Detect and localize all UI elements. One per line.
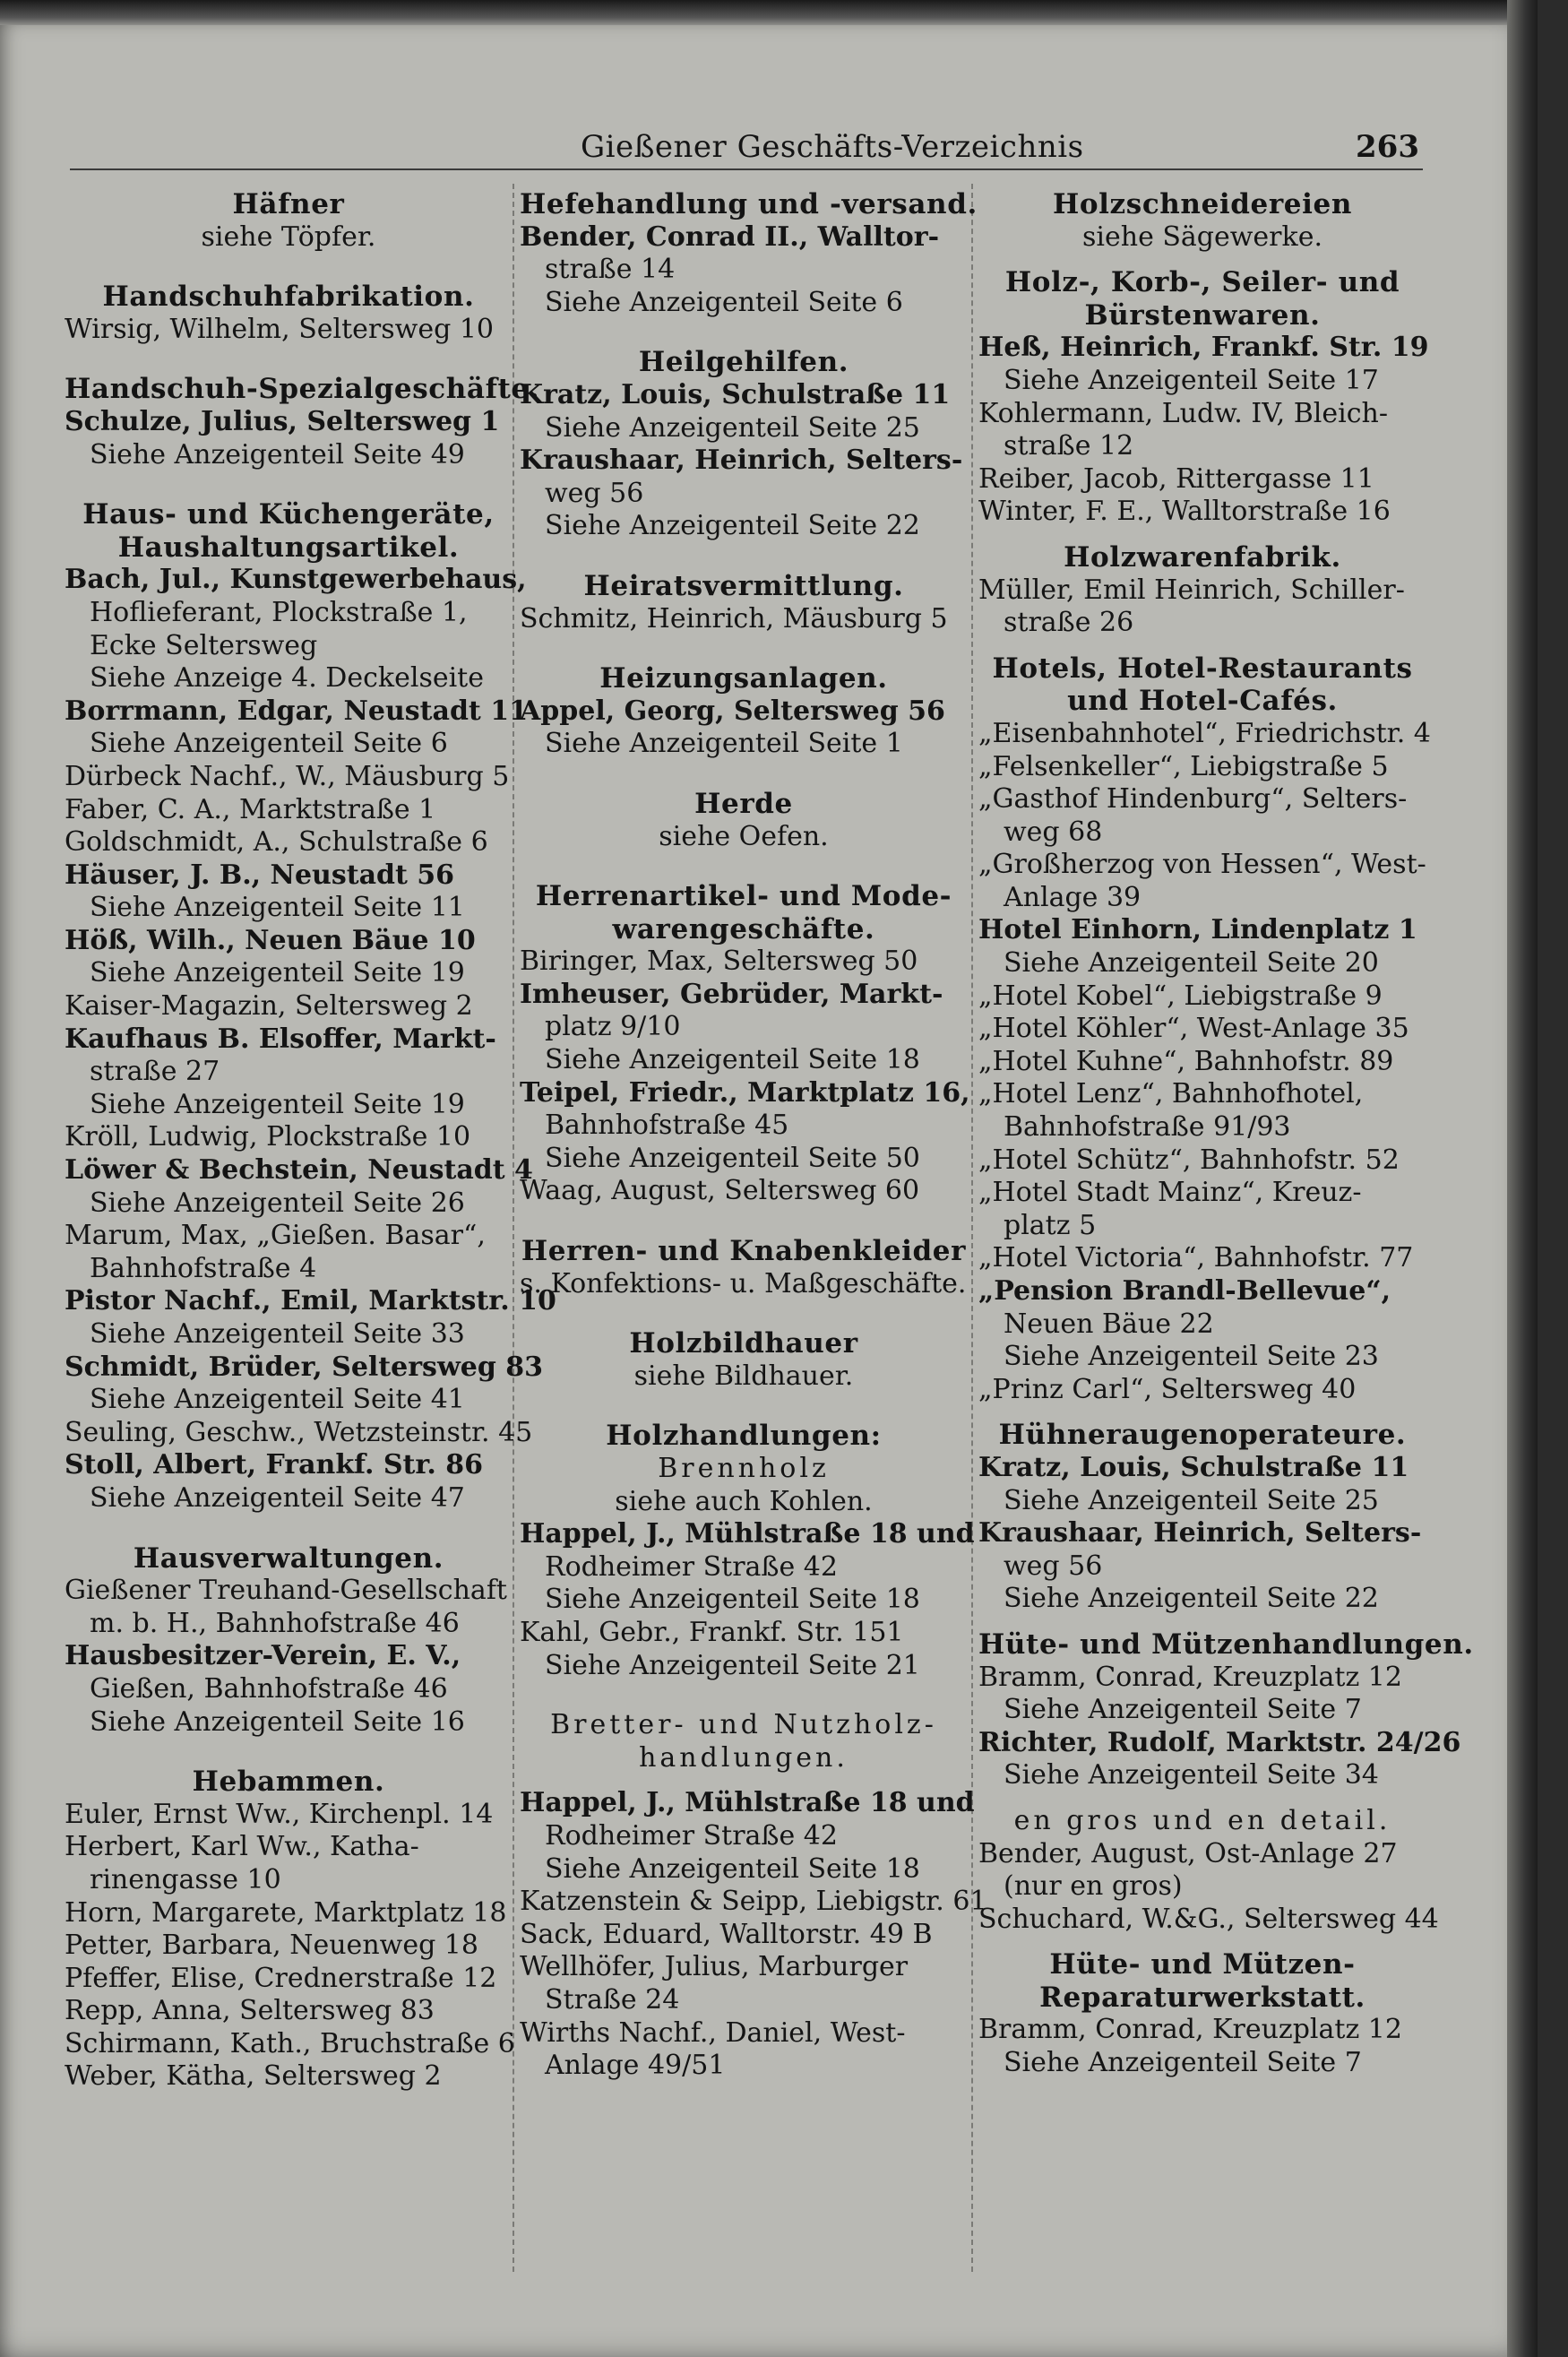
directory-entry: Happel, J., Mühlstraße 18 und: [520, 1518, 975, 1550]
entry-continuation: (nur en gros): [1004, 1870, 1183, 1903]
category-heading: Holzwarenfabrik.: [1064, 540, 1341, 574]
directory-entry: Kratz, Louis, Schulstraße 11: [978, 1451, 1409, 1483]
ad-reference: Siehe Anzeigenteil Seite 11: [90, 892, 465, 924]
entry-continuation: Ecke Seltersweg: [90, 629, 318, 661]
ad-reference: Siehe Anzeigenteil Seite 34: [1004, 1759, 1379, 1791]
directory-entry: Kratz, Louis, Schulstraße 11: [520, 378, 951, 410]
directory-entry: Pistor Nachf., Emil, Marktstr. 10: [65, 1285, 556, 1317]
directory-entry: „Hotel Schütz“, Bahnhofstr. 52: [978, 1144, 1400, 1176]
category-heading: Hühneraugenoperateure.: [998, 1419, 1407, 1452]
directory-entry: Kaiser-Magazin, Seltersweg 2: [65, 990, 473, 1023]
entry-continuation: Rodheimer Straße 42: [545, 1819, 838, 1852]
directory-entry: Wirths Nachf., Daniel, West-: [520, 2016, 906, 2049]
directory-entry: „Hotel Stadt Mainz“, Kreuz-: [978, 1177, 1362, 1209]
cross-reference: siehe Töpfer.: [201, 220, 376, 253]
directory-entry: Petter, Barbara, Neuenweg 18: [65, 1930, 478, 1962]
ad-reference: Siehe Anzeigenteil Seite 17: [1004, 364, 1379, 396]
column-divider-1: [513, 184, 515, 2272]
directory-entry: Müller, Emil Heinrich, Schiller-: [978, 574, 1405, 606]
directory-column-3: [978, 188, 1474, 2080]
directory-entry: „Felsenkeller“, Liebigstraße 5: [978, 750, 1389, 782]
entry-continuation: Straße 24: [545, 1983, 680, 2016]
directory-entry: „Großherzog von Hessen“, West-: [978, 849, 1426, 881]
directory-entry: Schmidt, Brüder, Seltersweg 83: [65, 1351, 544, 1383]
directory-entry: Repp, Anna, Seltersweg 83: [65, 1995, 435, 2027]
directory-entry: Happel, J., Mühlstraße 18 und: [520, 1787, 975, 1819]
directory-entry: Gießener Treuhand-Gesellschaft: [65, 1575, 507, 1607]
directory-entry: „Gasthof Hindenburg“, Selters-: [978, 783, 1408, 816]
category-heading: Hotels, Hotel-Restaurants: [992, 652, 1413, 685]
directory-entry: Goldschmidt, A., Schulstraße 6: [65, 826, 488, 859]
category-heading: Bürstenwaren.: [1084, 298, 1321, 332]
cross-reference: s. Konfektions- u. Maßgeschäfte.: [520, 1267, 967, 1299]
directory-entry: Höß, Wilh., Neuen Bäue 10: [65, 924, 476, 956]
entry-continuation: Gießen, Bahnhofstraße 46: [90, 1672, 448, 1705]
running-title: Gießener Geschäfts-Verzeichnis: [581, 129, 1084, 165]
category-heading: Haus- und Küchengeräte,: [82, 498, 495, 531]
ad-reference: Siehe Anzeigenteil Seite 22: [545, 510, 920, 542]
ad-reference: Siehe Anzeigenteil Seite 25: [545, 411, 920, 444]
directory-entry: Waag, August, Seltersweg 60: [520, 1175, 920, 1207]
category-heading: warengeschäfte.: [612, 912, 875, 945]
category-heading: Holzhandlungen:: [606, 1420, 882, 1453]
subcategory-heading: en gros und en detail.: [1013, 1804, 1391, 1836]
book-spine-edge: [1507, 0, 1538, 2357]
cross-reference: siehe Oefen.: [659, 820, 829, 852]
cross-reference: siehe auch Kohlen.: [615, 1485, 873, 1517]
entry-continuation: straße 14: [545, 254, 676, 286]
directory-entry: Löwer & Bechstein, Neustadt 4: [65, 1154, 533, 1187]
directory-entry: Schmitz, Heinrich, Mäusburg 5: [520, 602, 948, 635]
directory-entry: Herbert, Karl Ww., Katha-: [65, 1831, 419, 1863]
ad-reference: Siehe Anzeigenteil Seite 41: [90, 1384, 465, 1416]
ad-reference: Siehe Anzeigenteil Seite 47: [90, 1481, 465, 1514]
directory-entry: Sack, Eduard, Walltorstr. 49 B: [520, 1918, 933, 1950]
page-number: 263: [1356, 129, 1419, 165]
cross-reference: siehe Bildhauer.: [633, 1360, 854, 1392]
entry-continuation: Anlage 39: [1004, 881, 1142, 913]
directory-entry: Pfeffer, Elise, Crednerstraße 12: [65, 1962, 497, 1994]
ad-reference: Siehe Anzeigenteil Seite 19: [90, 957, 465, 989]
entry-continuation: weg 56: [545, 477, 644, 509]
category-heading: Haushaltungsartikel.: [117, 531, 460, 564]
directory-entry: Hausbesitzer-Verein, E. V.,: [65, 1640, 461, 1672]
directory-entry: Borrmann, Edgar, Neustadt 11: [65, 695, 528, 727]
directory-entry: Bach, Jul., Kunstgewerbehaus,: [65, 564, 527, 596]
directory-entry: Horn, Margarete, Marktplatz 18: [65, 1896, 507, 1929]
ad-reference: Siehe Anzeigenteil Seite 33: [90, 1318, 465, 1350]
directory-entry: Häuser, J. B., Neustadt 56: [65, 859, 455, 891]
entry-continuation: Bahnhofstraße 91/93: [1004, 1111, 1291, 1144]
category-heading: Hüte- und Mützenhandlungen.: [978, 1627, 1474, 1661]
category-heading: Herren- und Knabenkleider: [521, 1235, 967, 1268]
entry-continuation: weg 56: [1004, 1550, 1103, 1582]
directory-entry: „Hotel Kuhne“, Bahnhofstr. 89: [978, 1045, 1394, 1077]
category-heading: Handschuh-Spezialgeschäfte.: [65, 373, 540, 406]
subcategory-heading: Brennholz: [658, 1453, 830, 1484]
column-divider-2: [971, 184, 974, 2272]
entry-continuation: m. b. H., Bahnhofstraße 46: [90, 1607, 460, 1639]
directory-entry: Bramm, Conrad, Kreuzplatz 12: [978, 1661, 1402, 1693]
directory-entry: Bender, Conrad II., Walltor-: [520, 220, 940, 253]
ad-reference: Siehe Anzeigenteil Seite 18: [545, 1044, 920, 1076]
ad-reference: Siehe Anzeigenteil Seite 6: [90, 728, 448, 760]
directory-entry: Winter, F. E., Walltorstraße 16: [978, 496, 1391, 528]
entry-continuation: platz 9/10: [545, 1011, 681, 1043]
ad-reference: Siehe Anzeigenteil Seite 7: [1004, 1694, 1362, 1726]
directory-entry: Seuling, Geschw., Wetzsteinstr. 45: [65, 1416, 533, 1448]
category-heading: Hefehandlung und -versand.: [520, 188, 978, 220]
category-heading: Holz-, Korb-, Seiler- und: [1004, 266, 1400, 299]
entry-continuation: straße 12: [1004, 430, 1134, 462]
ad-reference: Siehe Anzeigenteil Seite 1: [545, 728, 903, 760]
category-heading: Holzbildhauer: [629, 1327, 858, 1360]
directory-entry: Teipel, Friedr., Marktplatz 16,: [520, 1076, 970, 1109]
directory-entry: „Prinz Carl“, Seltersweg 40: [978, 1373, 1357, 1405]
category-heading: Heizungsanlagen.: [599, 662, 888, 695]
category-heading: Reparaturwerkstatt.: [1039, 1981, 1366, 2014]
directory-entry: Hotel Einhorn, Lindenplatz 1: [978, 914, 1417, 946]
directory-entry: Kraushaar, Heinrich, Selters-: [520, 445, 963, 477]
category-heading: Hebammen.: [192, 1766, 385, 1799]
directory-entry: Wirsig, Wilhelm, Seltersweg 10: [65, 313, 494, 345]
ad-reference: Siehe Anzeigenteil Seite 6: [545, 286, 903, 318]
category-heading: Häfner: [232, 188, 345, 220]
directory-entry: Dürbeck Nachf., W., Mäusburg 5: [65, 760, 510, 792]
entry-continuation: Rodheimer Straße 42: [545, 1550, 838, 1583]
directory-entry: Bramm, Conrad, Kreuzplatz 12: [978, 2014, 1402, 2046]
entry-continuation: straße 27: [90, 1056, 220, 1088]
ad-reference: Siehe Anzeigenteil Seite 26: [90, 1187, 465, 1219]
directory-entry: Katzenstein & Seipp, Liebigstr. 61: [520, 1886, 987, 1918]
entry-continuation: Bahnhofstraße 4: [90, 1252, 317, 1284]
entry-continuation: Bahnhofstraße 45: [545, 1109, 789, 1142]
directory-entry: Kröll, Ludwig, Plockstraße 10: [65, 1121, 471, 1153]
ad-reference: Siehe Anzeigenteil Seite 21: [545, 1649, 920, 1681]
entry-continuation: Hoflieferant, Plockstraße 1,: [90, 596, 468, 628]
subcategory-heading: handlungen.: [639, 1741, 849, 1774]
directory-entry: „Hotel Kobel“, Liebigstraße 9: [978, 980, 1383, 1012]
ad-reference: Siehe Anzeigenteil Seite 18: [545, 1852, 920, 1885]
ad-reference: Siehe Anzeigenteil Seite 18: [545, 1584, 920, 1616]
cross-reference: siehe Sägewerke.: [1082, 220, 1322, 253]
directory-entry: Appel, Georg, Seltersweg 56: [520, 695, 945, 727]
category-heading: Herrenartikel- und Mode-: [535, 880, 952, 913]
ad-reference: Siehe Anzeigenteil Seite 50: [545, 1142, 920, 1174]
entry-continuation: rinengasse 10: [90, 1863, 281, 1895]
directory-entry: Schulze, Julius, Seltersweg 1: [65, 405, 500, 437]
directory-entry: Reiber, Jacob, Rittergasse 11: [978, 462, 1374, 495]
category-heading: Heilgehilfen.: [638, 346, 849, 379]
directory-entry: „Hotel Köhler“, West-Anlage 35: [978, 1013, 1409, 1045]
directory-entry: Biringer, Max, Seltersweg 50: [520, 945, 918, 978]
ad-reference: Siehe Anzeige 4. Deckelseite: [90, 662, 484, 695]
directory-entry: Marum, Max, „Gießen. Basar“,: [65, 1220, 486, 1252]
directory-entry: Schuchard, W.&G., Seltersweg 44: [978, 1903, 1439, 1935]
directory-entry: „Hotel Lenz“, Bahnhofhotel,: [978, 1078, 1364, 1110]
directory-entry: Kohlermann, Ludw. IV, Bleich-: [978, 397, 1388, 429]
directory-entry: „Eisenbahnhotel“, Friedrichstr. 4: [978, 717, 1431, 749]
directory-entry: Bender, August, Ost-Anlage 27: [978, 1837, 1398, 1869]
category-heading: Holzschneidereien: [1053, 188, 1352, 220]
directory-entry: Stoll, Albert, Frankf. Str. 86: [65, 1449, 484, 1481]
entry-continuation: weg 68: [1004, 816, 1103, 848]
directory-entry: Schirmann, Kath., Bruchstraße 6: [65, 2027, 515, 2059]
category-heading: Hüte- und Mützen-: [1049, 1948, 1356, 1981]
ad-reference: Siehe Anzeigenteil Seite 19: [90, 1088, 465, 1120]
ad-reference: Siehe Anzeigenteil Seite 7: [1004, 2047, 1362, 2079]
directory-entry: Wellhöfer, Julius, Marburger: [520, 1951, 909, 1983]
entry-continuation: Anlage 49/51: [545, 2050, 726, 2082]
entry-continuation: straße 26: [1004, 607, 1134, 639]
category-heading: Herde: [694, 787, 793, 820]
entry-continuation: platz 5: [1004, 1209, 1097, 1241]
entry-continuation: Neuen Bäue 22: [1004, 1308, 1214, 1340]
ad-reference: Siehe Anzeigenteil Seite 23: [1004, 1341, 1379, 1373]
directory-entry: Kaufhaus B. Elsoffer, Markt-: [65, 1023, 496, 1055]
directory-entry: Kraushaar, Heinrich, Selters-: [978, 1517, 1422, 1550]
directory-entry: Richter, Rudolf, Marktstr. 24/26: [978, 1726, 1461, 1758]
directory-entry: Weber, Kätha, Seltersweg 2: [65, 2060, 442, 2093]
ad-reference: Siehe Anzeigenteil Seite 20: [1004, 947, 1379, 980]
directory-entry: Faber, C. A., Marktstraße 1: [65, 793, 436, 825]
running-header: [70, 125, 1423, 170]
ad-reference: Siehe Anzeigenteil Seite 49: [90, 438, 465, 471]
directory-entry: „Hotel Victoria“, Bahnhofstr. 77: [978, 1242, 1414, 1274]
directory-entry: Euler, Ernst Ww., Kirchenpl. 14: [65, 1798, 494, 1830]
ad-reference: Siehe Anzeigenteil Seite 22: [1004, 1583, 1379, 1615]
directory-entry: Heß, Heinrich, Frankf. Str. 19: [978, 332, 1429, 364]
category-heading: Heiratsvermittlung.: [583, 569, 904, 602]
directory-entry: Kahl, Gebr., Frankf. Str. 151: [520, 1616, 904, 1648]
directory-column-1: [65, 188, 556, 2094]
page-top-edge: [0, 0, 1538, 25]
subcategory-heading: Bretter- und Nutzholz-: [550, 1709, 937, 1741]
ad-reference: Siehe Anzeigenteil Seite 16: [90, 1705, 465, 1738]
ad-reference: Siehe Anzeigenteil Seite 25: [1004, 1484, 1379, 1516]
directory-column-2: [520, 188, 987, 2083]
directory-entry: Imheuser, Gebrüder, Markt-: [520, 978, 943, 1010]
category-heading: und Hotel-Cafés.: [1067, 685, 1338, 718]
category-heading: Handschuhfabrikation.: [102, 281, 475, 314]
category-heading: Hausverwaltungen.: [133, 1541, 444, 1575]
directory-entry: „Pension Brandl-Bellevue“,: [978, 1275, 1391, 1307]
